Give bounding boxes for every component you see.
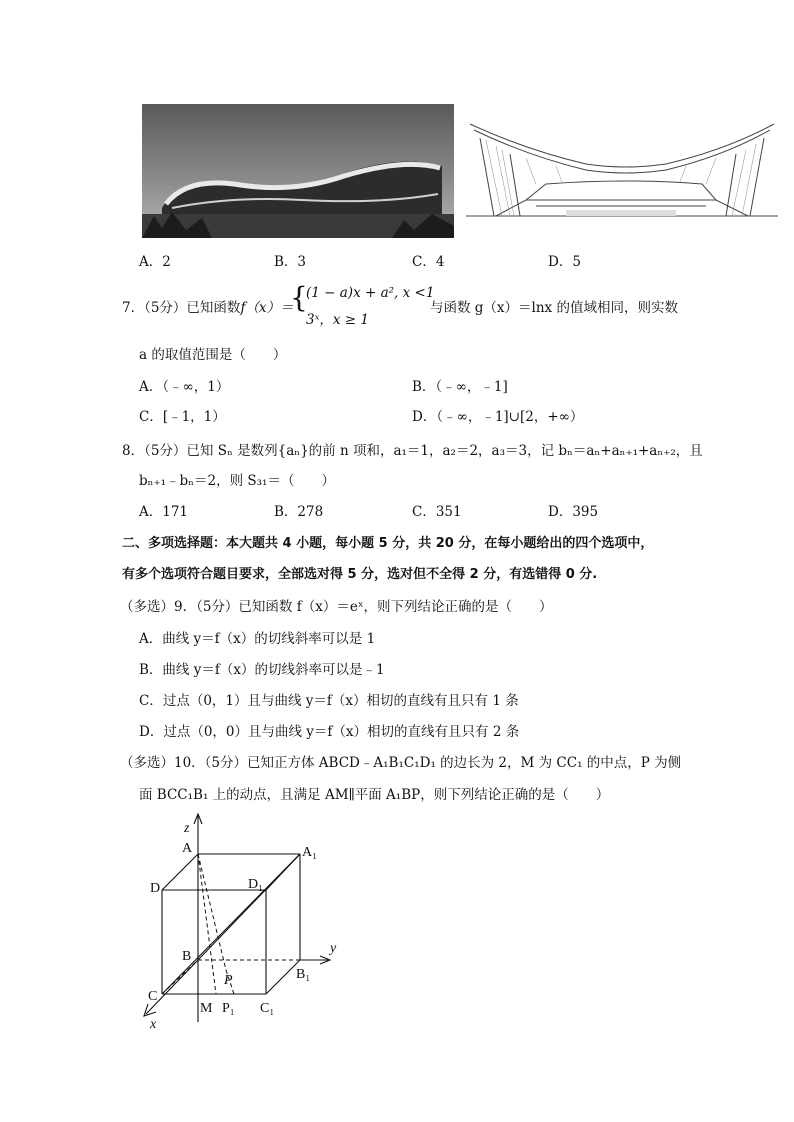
- q8-option-b: B．278: [274, 504, 324, 520]
- q10-line1: （多选）10．（5分）已知正方体 ABCD﹣A₁B₁C₁D₁ 的边长为 2，M 为 CC₁ 的中点，P 为侧: [120, 755, 682, 771]
- section2-line1: 二、多项选择题：本大题共 4 小题，每小题 5 分，共 20 分，在每小题给出的四个选项中，: [122, 536, 654, 551]
- q6-option-c: C．4: [412, 254, 445, 270]
- q8-line2: bₙ₊₁﹣bₙ＝2，则 S₃₁＝（ ）: [139, 473, 335, 489]
- label-b: B: [182, 949, 192, 964]
- q7-fx: f（x）＝: [240, 300, 294, 316]
- q8-option-a: A．171: [139, 504, 189, 520]
- stadium-cross-section-drawing: [466, 120, 778, 238]
- label-c: C: [148, 989, 158, 1004]
- label-d: D: [150, 881, 161, 896]
- label-y: y: [330, 941, 337, 956]
- q7-suffix: 与函数 g（x）＝lnx 的值域相同，则实数: [430, 300, 678, 316]
- q6-option-b: B．3: [274, 254, 307, 270]
- q7-option-a: A．（﹣∞，1）: [139, 379, 230, 395]
- q9-option-d: D．过点（0，0）且与曲线 y＝f（x）相切的直线有且只有 2 条: [139, 724, 520, 740]
- q8-option-c: C．351: [412, 504, 462, 520]
- q9-option-b: B．曲线 y＝f（x）的切线斜率可以是﹣1: [139, 662, 385, 678]
- q7-prefix-text: 7．（5分）已知函数: [122, 300, 241, 316]
- label-a1: A₁: [302, 845, 317, 860]
- q6-option-d: D．5: [548, 254, 581, 270]
- label-m: M: [200, 1001, 213, 1016]
- q7-line2: a 的取值范围是（ ）: [139, 347, 287, 363]
- label-p: P: [224, 973, 233, 988]
- q6-option-a: A．2: [139, 254, 171, 270]
- cube-figure: [138, 812, 338, 1042]
- q9-option-a: A．曲线 y＝f（x）的切线斜率可以是 1: [139, 631, 376, 647]
- q10-line2: 面 BCC₁B₁ 上的动点，且满足 AM∥平面 A₁BP，则下列结论正确的是（ ）: [139, 787, 610, 803]
- q7-option-b: B．（﹣∞，﹣1]: [412, 379, 508, 395]
- q7-option-d: D．（﹣∞，﹣1]∪[2，+∞）: [412, 409, 584, 425]
- q7-brace: {: [290, 281, 308, 314]
- q7-option-c: C．[﹣1，1）: [139, 409, 226, 425]
- q7-case1: (1 − a)x + a², x <1: [306, 285, 435, 301]
- label-a: A: [182, 841, 193, 856]
- label-p1: P₁: [222, 1001, 235, 1016]
- q7-case2: 3ˣ，x ≥ 1: [306, 312, 369, 328]
- q7-prefix: [122, 296, 294, 316]
- q9-stem: （多选）9．（5分）已知函数 f（x）＝eˣ，则下列结论正确的是（ ）: [120, 599, 553, 615]
- label-d1: D₁: [248, 877, 263, 892]
- q8-line1: 8．（5分）已知 Sₙ 是数列{aₙ}的前 n 项和，a₁＝1，a₂＝2，a₃＝3，记 bₙ＝aₙ+aₙ₊₁+aₙ₊₂，且: [122, 443, 703, 459]
- q9-option-c: C．过点（0，1）且与曲线 y＝f（x）相切的直线有且只有 1 条: [139, 693, 519, 709]
- label-z: z: [184, 821, 190, 836]
- section2-line2: 有多个选项符合题目要求，全部选对得 5 分，选对但不全得 2 分，有选错得 0 分.: [122, 567, 598, 582]
- label-x: x: [150, 1017, 157, 1032]
- stadium-photo: [142, 104, 454, 238]
- q8-option-d: D．395: [548, 504, 599, 520]
- label-b1: B₁: [296, 967, 311, 982]
- x-axis: [146, 960, 198, 1014]
- label-c1: C₁: [260, 1001, 275, 1016]
